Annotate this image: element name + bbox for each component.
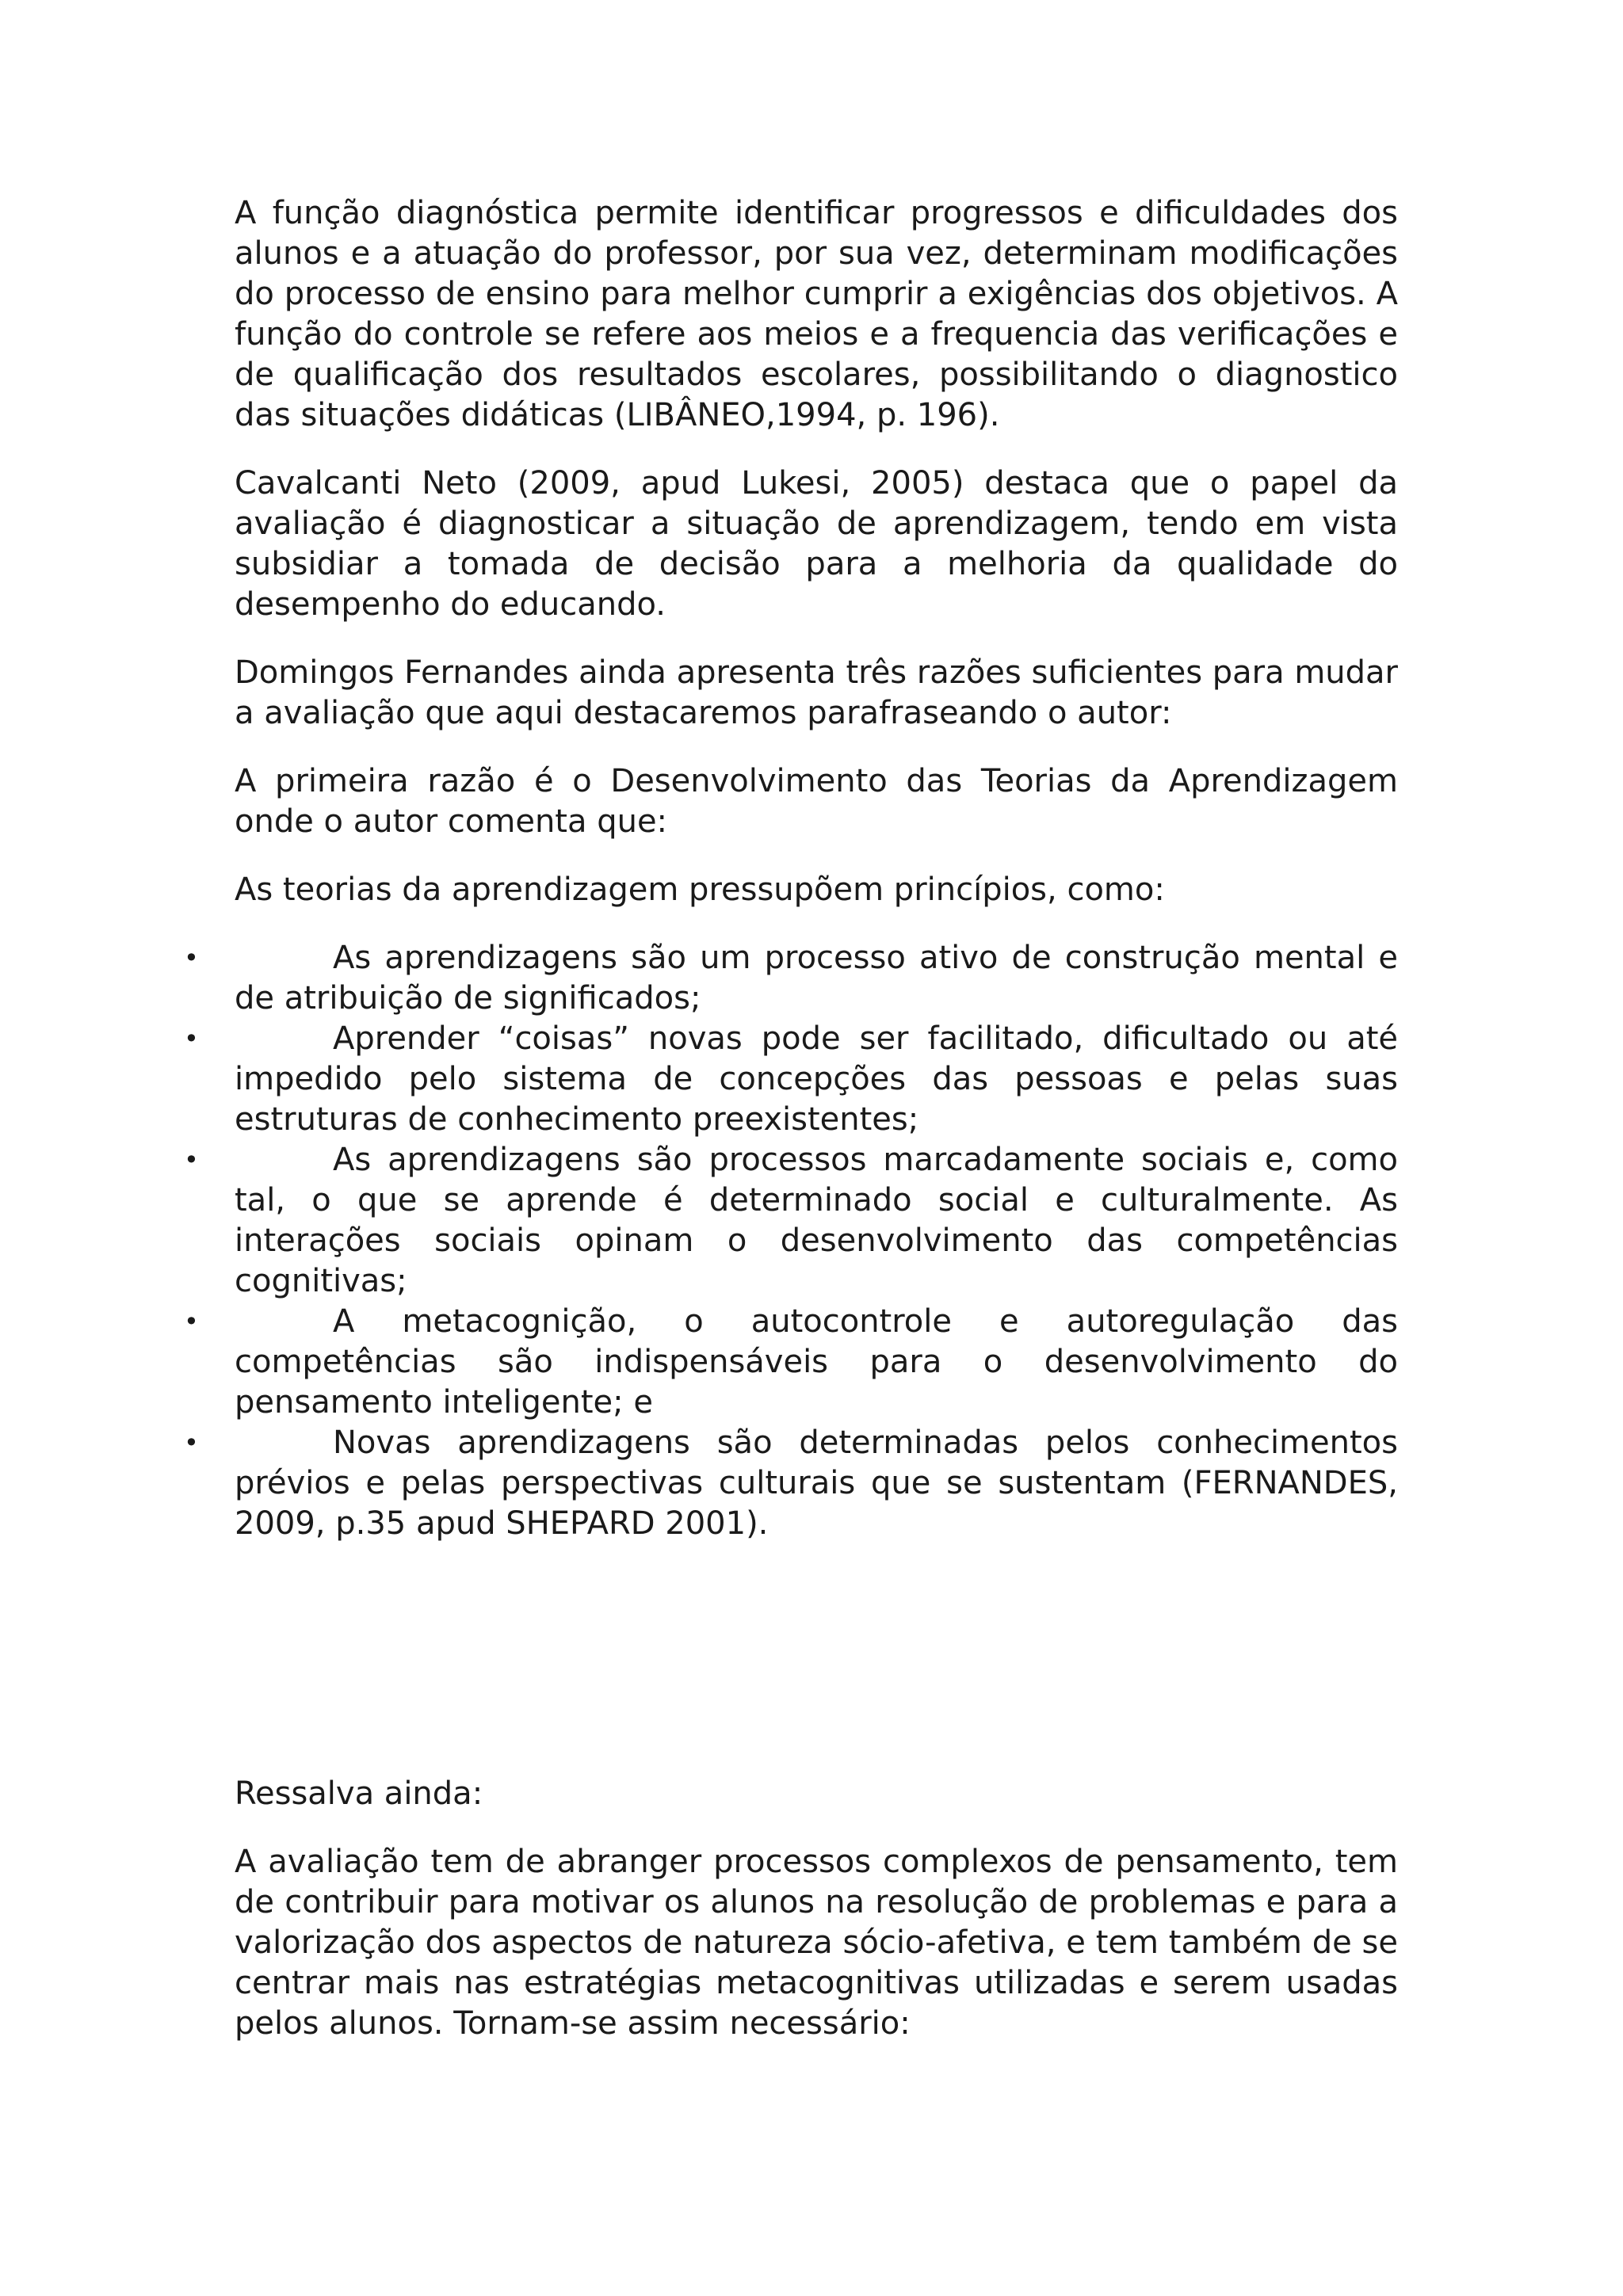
list-item-text: As aprendizagens são processos marcadamente sociais e, como tal, o que se aprende é determinado social e culturalmente. As interações sociais opinam o desenvolvimento das competências cognitivas;: [235, 1142, 1398, 1299]
bullet-icon: •: [184, 1024, 199, 1054]
blank-space: [235, 1544, 1398, 1774]
list-item-text: As aprendizagens são um processo ativo de construção mental e de atribuição de significados;: [235, 940, 1398, 1016]
list-item-text: Aprender “coisas” novas pode ser facilitado, dificultado ou até impedido pelo sistema de concepções das pessoas e pelas suas estruturas de conhecimento preexistentes;: [235, 1020, 1398, 1138]
list-item: [184, 1019, 1398, 1140]
list-item-text: A metacognição, o autocontrole e autoregulação das competências são indispensáveis para o desenvolvimento do pensamento inteligente; e: [235, 1303, 1398, 1421]
bullet-icon: •: [184, 1306, 199, 1337]
list-item: [184, 1140, 1398, 1302]
paragraph-libaneo: A função diagnóstica permite identificar progressos e dificuldades dos alunos e a atuação do professor, por sua vez, determinam modificações do processo de ensino para melhor cumprir a exigências dos objetivos. A função do controle se refere aos meios e a frequencia das verificações e de qualificação dos resultados escolares, possibilitando o diagnostico das situações didáticas (LIBÂNEO,1994, p. 196).: [235, 195, 1398, 433]
list-item: [184, 938, 1398, 1019]
list-item: [184, 1423, 1398, 1544]
document-body: [184, 193, 1398, 2072]
paragraph-ressalva: Ressalva ainda:: [235, 1775, 483, 1812]
paragraph-theories-intro: As teorias da aprendizagem pressupõem princípios, como:: [235, 871, 1165, 908]
paragraph-avaliacao: A avaliação tem de abranger processos complexos de pensamento, tem de contribuir para motivar os alunos na resolução de problemas e para a valorização dos aspectos de natureza sócio-afetiva, e tem também de se centrar mais nas estratégias metacognitivas utilizadas e serem usadas pelos alunos. Tornam-se assim necessário:: [235, 1844, 1398, 2042]
paragraph-fernandes-intro: Domingos Fernandes ainda apresenta três razões suficientes para mudar a avaliação que aqui destacaremos parafraseando o autor:: [235, 654, 1398, 731]
list-item: [184, 1302, 1398, 1423]
bullet-icon: •: [184, 943, 199, 973]
bullet-icon: •: [184, 1428, 199, 1458]
paragraph-first-reason: A primeira razão é o Desenvolvimento das Teorias da Aprendizagem onde o autor comenta que:: [235, 763, 1398, 840]
bullet-icon: •: [184, 1145, 199, 1175]
list-item-text: Novas aprendizagens são determinadas pelos conhecimentos prévios e pelas perspectivas culturais que se sustentam (FERNANDES, 2009, p.35 apud SHEPARD 2001).: [235, 1425, 1398, 1542]
paragraph-cavalcanti: Cavalcanti Neto (2009, apud Lukesi, 2005) destaca que o papel da avaliação é diagnosticar a situação de aprendizagem, tendo em vista subsidiar a tomada de decisão para a melhoria da qualidade do desempenho do educando.: [235, 465, 1398, 623]
principles-list: [184, 938, 1398, 1544]
